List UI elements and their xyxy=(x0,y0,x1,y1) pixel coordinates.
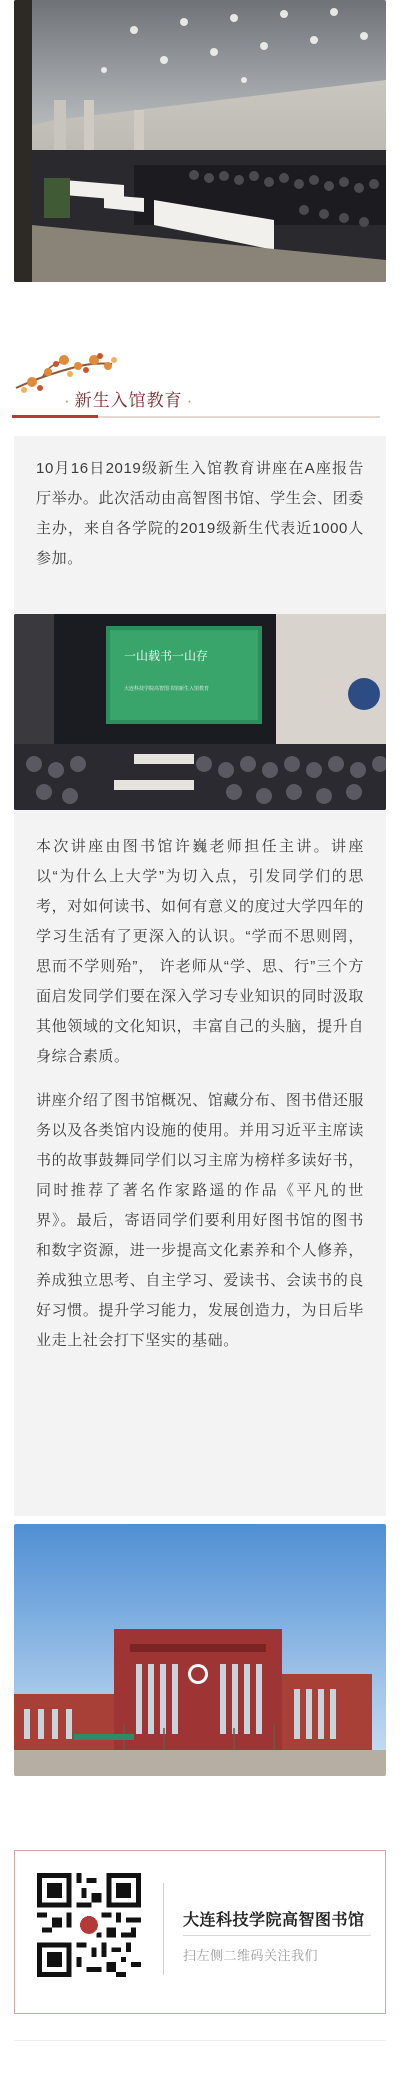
lecture-hall-photo xyxy=(14,0,386,282)
follow-card xyxy=(14,1850,386,2014)
title-dot-right: · xyxy=(186,391,194,410)
lecture-hall-illustration xyxy=(14,0,386,282)
library-building-illustration xyxy=(14,1524,386,1776)
footer-divider xyxy=(14,2040,386,2041)
card-divider xyxy=(183,1935,371,1936)
card-separator xyxy=(163,1883,164,1975)
section-divider-accent xyxy=(12,415,98,418)
projector-line2: 大连科技学院高智图书馆新生入馆教育 xyxy=(124,686,210,692)
section-title xyxy=(60,386,197,411)
projector-photo xyxy=(14,614,386,810)
qr-code-icon[interactable] xyxy=(37,1873,141,1977)
section-title-text: 新生入馆教育 xyxy=(74,391,183,410)
body-paragraph-2: 讲座介绍了图书馆概况、馆藏分布、图书借还服务以及各类馆内设施的使用。并用习近平主席读书的故事鼓舞同学们以习主席为榜样多读好书，同时推荐了著名作家路遥的作品《平凡的世界》。最后，寄语同学们要利用好图书馆的图书和数字资源，进一步提高文化素养和个人修养，养成独立思考、自主学习、爱读书、会读书的良好习惯。提升学习能力，发展创造力，为日后毕业走上社会打下坚实的基础。 xyxy=(36,1092,364,1349)
body-paragraph-1: 本次讲座由图书馆许巍老师担任主讲。讲座以“为什么上大学”为切入点，引发同学们的思考，对如何读书、如何有意义的度过大学四年的学习生活有了更深入的认识。“学而不思则罔，思而不学则殆”， 许老师从“学、思、行”三个方面启发同学们要在深入学习专业知识的同时汲取其他领域的文化知识，丰富自己的头脑，提升自身综合素质。 xyxy=(36,838,364,1065)
card-subtitle: 扫左侧二维码关注我们 xyxy=(183,1948,319,1963)
intro-textbox xyxy=(14,436,386,614)
intro-paragraph: 10月16日2019级新生入馆教育讲座在A座报告厅举办。此次活动由高智图书馆、学生会、团委主办，来自各学院的2019级新生代表近1000人参加。 xyxy=(36,460,364,567)
body-textbox xyxy=(14,810,386,1516)
library-building-photo xyxy=(14,1524,386,1776)
projector-line1: 一山载书一山存 xyxy=(124,649,209,663)
section-heading xyxy=(12,338,390,424)
projector-illustration xyxy=(14,614,386,810)
title-dot-left: · xyxy=(64,391,71,410)
card-title: 大连科技学院高智图书馆 xyxy=(183,1912,365,1929)
